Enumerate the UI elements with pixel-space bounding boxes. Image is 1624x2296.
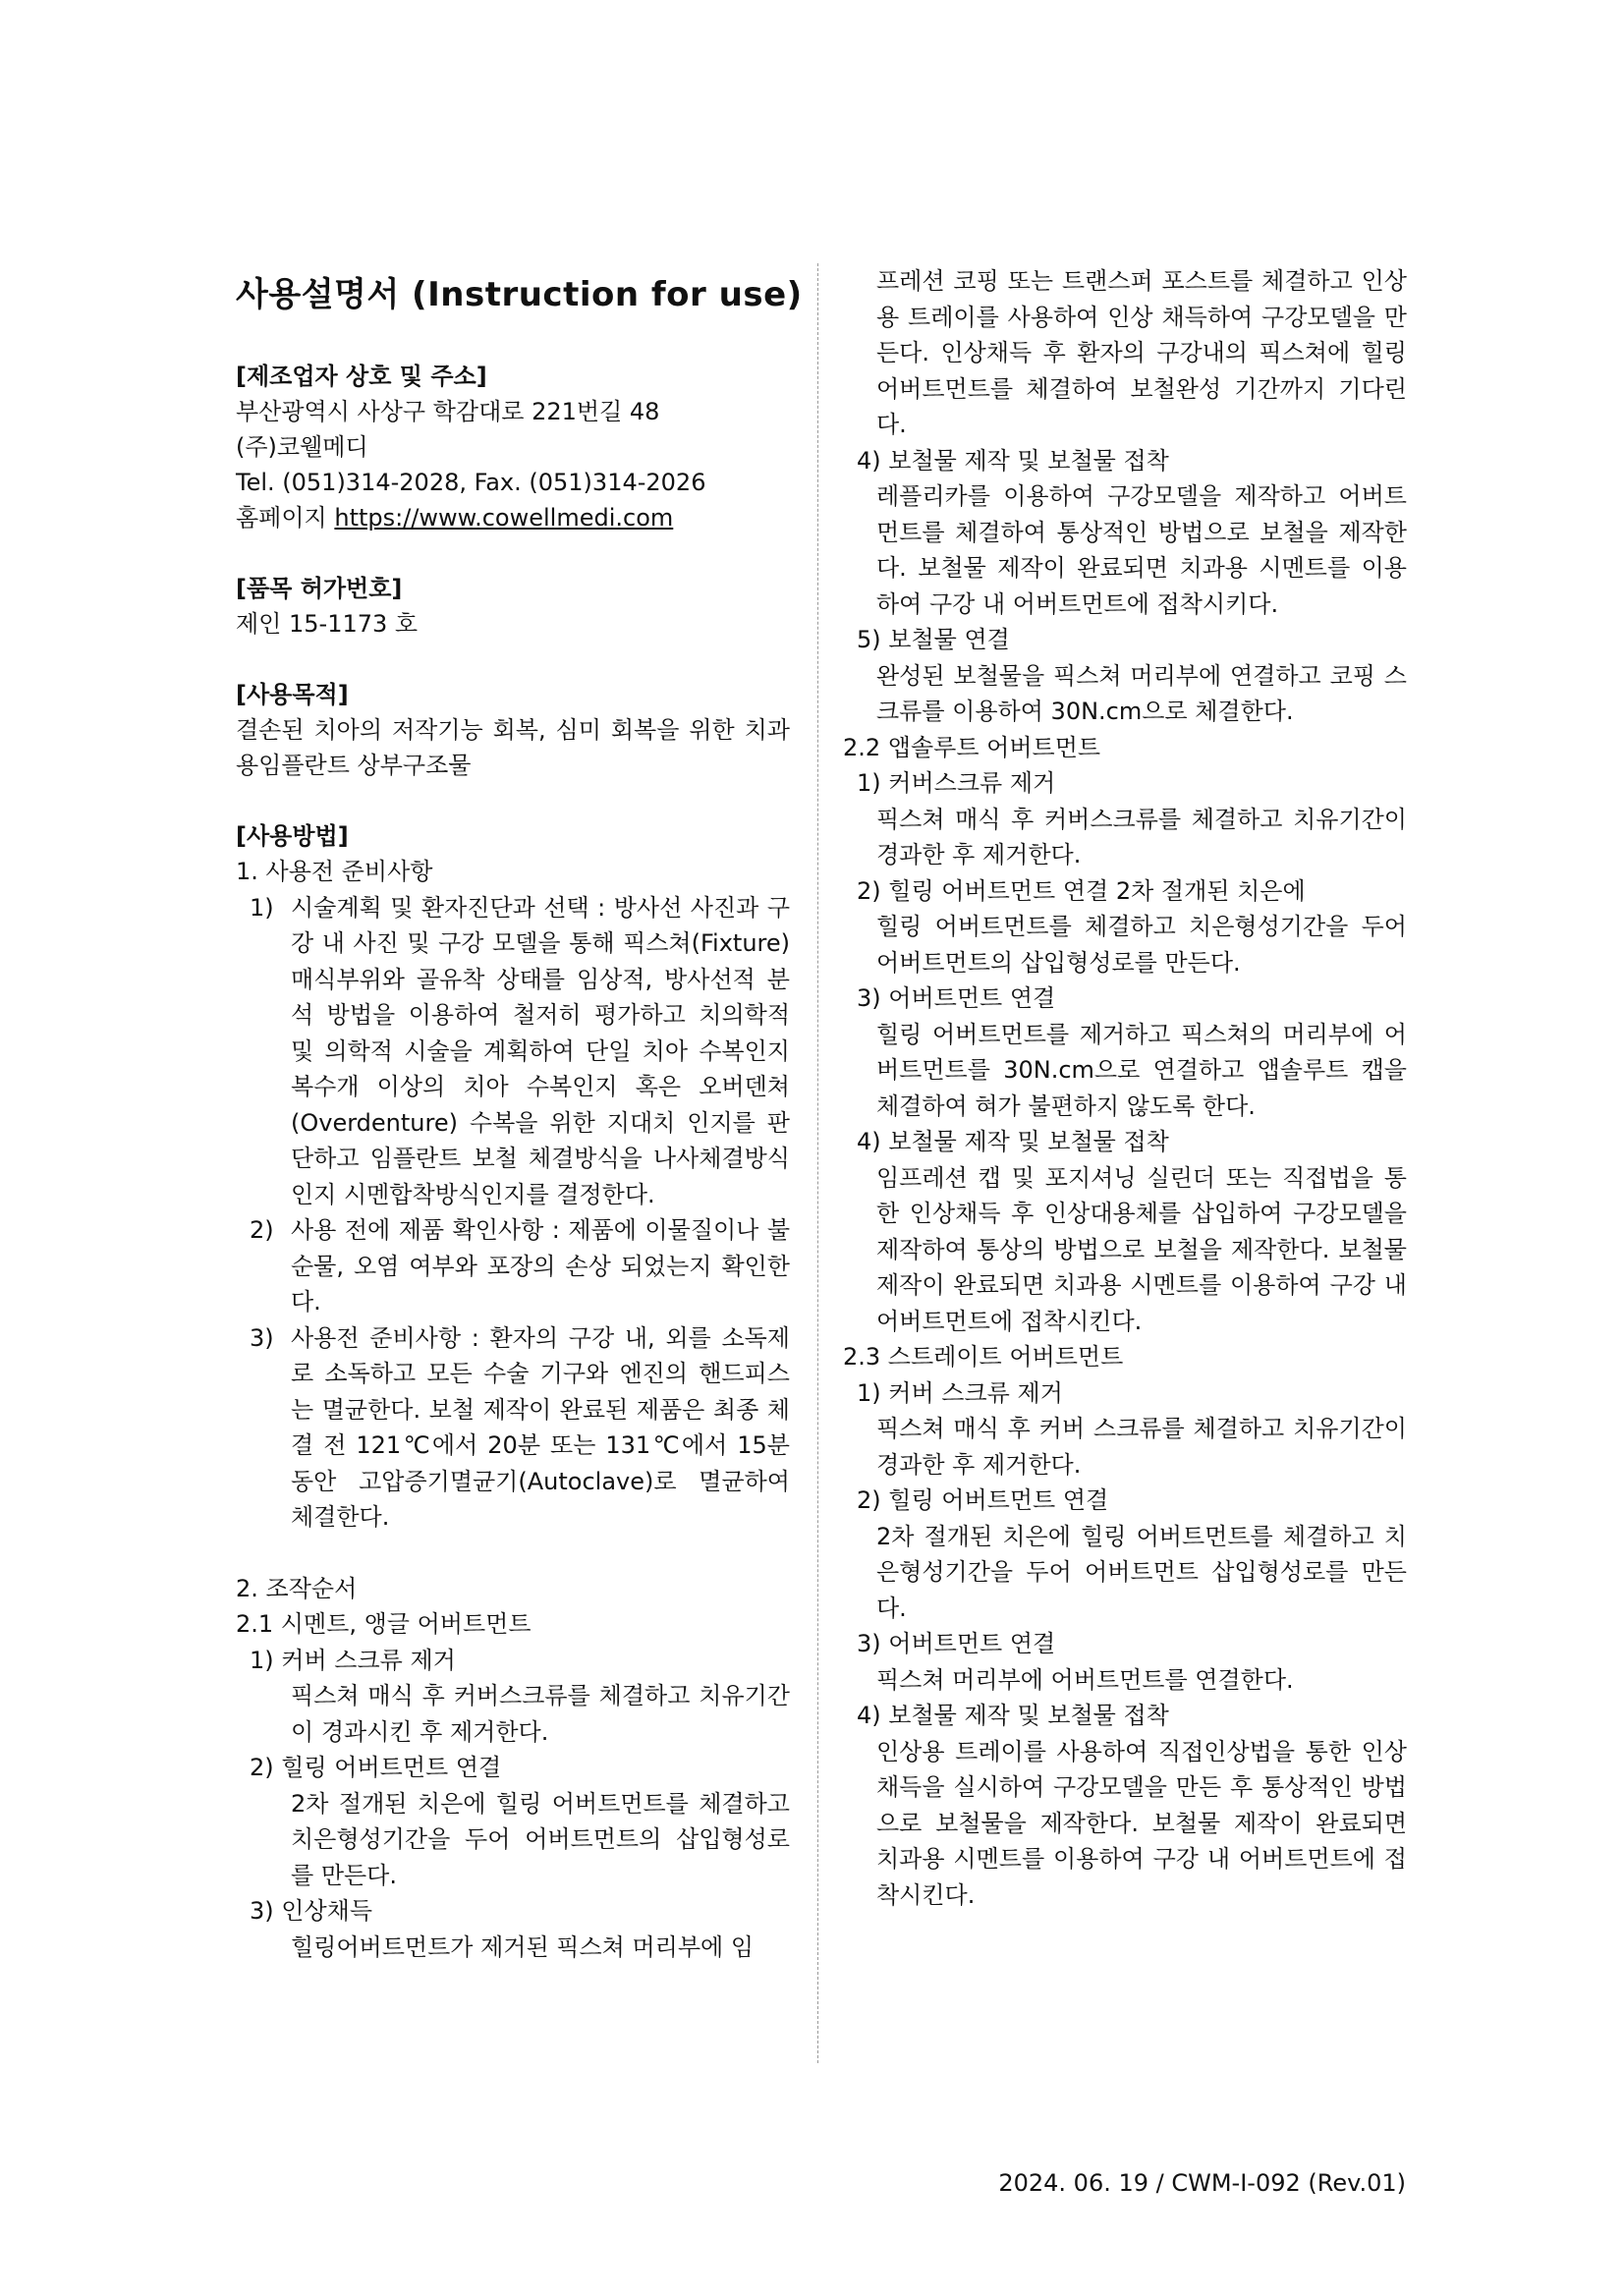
step-text: 2차 절개된 치은에 힐링 어버트먼트를 체결하고 치은형성기간을 두어 어버트먼트의 삽입형성로를 만든다.	[291, 1789, 790, 1889]
step-heading: 1) 커버 스크류 제거	[857, 1378, 1063, 1407]
section21-title: 2.1 시멘트, 앵글 어버트먼트	[236, 1610, 532, 1638]
purpose-heading: [사용목적]	[236, 681, 349, 708]
step-heading: 2) 힐링 어버트먼트 연결	[857, 1486, 1109, 1514]
permit-heading: [품목 허가번호]	[236, 575, 403, 602]
column-divider	[817, 263, 818, 2063]
step-text: 힐링어버트먼트가 제거된 픽스쳐 머리부에 임	[291, 1932, 755, 1961]
step-heading: 4) 보철물 제작 및 보철물 접착	[857, 1128, 1169, 1155]
document-title: 사용설명서 (Instruction for use)	[236, 275, 803, 314]
step-text: 힐링 어버트먼트를 제거하고 픽스쳐의 머리부에 어버트먼트를 30N.cm으로 연결하고 앱솔루트 캡을 체결하여 혀가 불편하지 않도록 한다.	[876, 1020, 1407, 1120]
list-item	[236, 890, 790, 1213]
item-number: 3)	[250, 1323, 274, 1352]
step-heading: 4) 보철물 제작 및 보철물 접착	[857, 446, 1169, 475]
permit-number: 제인 15-1173 호	[236, 610, 419, 638]
manufacturer-heading: [제조업자 상호 및 주소]	[236, 363, 487, 390]
step-text: 픽스쳐 매식 후 커버스크류를 체결하고 치유기간이 경과한 후 제거한다.	[876, 805, 1407, 868]
item-text: 사용 전에 제품 확인사항 : 제품에 이물질이나 불순물, 오염 여부와 포장의 손상 되었는지 확인한다.	[291, 1216, 790, 1316]
step-text-continued: 프레션 코핑 또는 트랜스퍼 포스트를 체결하고 인상용 트레이를 사용하여 인상 채득하여 구강모델을 만든다. 인상채득 후 환자의 구강내의 픽스쳐에 힐링 어버트먼트를 체결하여 보철완성 기간까지 기다린다.	[876, 267, 1407, 438]
step-text: 인상용 트레이를 사용하여 직접인상법을 통한 인상채득을 실시하여 구강모델을 만든 후 통상적인 방법으로 보철물을 제작한다. 보철물 제작이 완료되면 치과용 시멘트를 이용하여 구강 내 어버트먼트에 접착시킨다.	[876, 1737, 1407, 1909]
step-heading: 3) 인상채득	[250, 1897, 373, 1925]
step-heading: 2) 힐링 어버트먼트 연결 2차 절개된 치은에	[857, 876, 1306, 905]
usage-heading: [사용방법]	[236, 822, 349, 850]
item-number: 1)	[250, 893, 274, 922]
step-heading: 3) 어버트먼트 연결	[857, 1630, 1056, 1657]
step-heading: 5) 보철물 연결	[857, 626, 1010, 653]
item-text: 시술계획 및 환자진단과 선택 : 방사선 사진과 구강 내 사진 및 구강 모델을 통해 픽스쳐(Fixture) 매식부위와 골유착 상태를 임상적, 방사선적 분석 방법을 이용하여 철저히 평가하고 치의학적 및 의학적 시술을 계획하여 단일 치아 수복인지 복수개 이상의 치아 수복인지 혹은 오버덴쳐(Overdenture) 수복을 위한 지대치 인지를 판단하고 임플란트 보철 체결방식을 나사체결방식인지 시멘합착방식인지를 결정한다.	[291, 893, 790, 1208]
step-text: 픽스쳐 매식 후 커버스크류를 체결하고 치유기간이 경과시킨 후 제거한다.	[291, 1682, 790, 1746]
step-heading: 1) 커버 스크류 제거	[250, 1646, 456, 1674]
item-number: 2)	[250, 1216, 274, 1244]
homepage-label: 홈페이지	[236, 504, 327, 532]
manufacturer-address: 부산광역시 사상구 학감대로 221번길 48	[236, 398, 660, 425]
step-heading: 4) 보철물 제작 및 보철물 접착	[857, 1702, 1169, 1729]
step-text: 레플리카를 이용하여 구강모델을 제작하고 어버트먼트를 체결하여 통상적인 방법으로 보철을 제작한다. 보철물 제작이 완료되면 치과용 시멘트를 이용하여 구강 내 어버트먼트에 접착시키다.	[876, 482, 1407, 618]
step-text: 완성된 보철물을 픽스쳐 머리부에 연결하고 코핑 스크류를 이용하여 30N.cm으로 체결한다.	[876, 661, 1407, 725]
right-column	[843, 263, 1407, 1913]
section1-title: 1. 사용전 준비사항	[236, 858, 433, 885]
step-text: 2차 절개된 치은에 힐링 어버트먼트를 체결하고 치은형성기간을 두어 어버트먼트 삽입형성로를 만든다.	[876, 1522, 1407, 1622]
list-item	[236, 1212, 790, 1320]
step-heading: 2) 힐링 어버트먼트 연결	[250, 1754, 502, 1781]
item-text: 사용전 준비사항 : 환자의 구강 내, 외를 소독제로 소독하고 모든 수술 기구와 엔진의 핸드피스는 멸균한다. 보철 제작이 완료된 제품은 최종 체결 전 121℃에서 20분 또는 131℃에서 15분 동안 고압증기멸균기(Autoclave)로 멸균하여 체결한다.	[291, 1323, 790, 1531]
document-footer: 2024. 06. 19 / CWM-I-092 (Rev.01)	[998, 2169, 1406, 2197]
step-text: 힐링 어버트먼트를 체결하고 치은형성기간을 두어 어버트먼트의 삽입형성로를 만든다.	[876, 913, 1407, 977]
left-column	[236, 263, 803, 1965]
step-text: 픽스쳐 매식 후 커버 스크류를 체결하고 치유기간이 경과한 후 제거한다.	[876, 1415, 1407, 1479]
purpose-text: 결손된 치아의 저작기능 회복, 심미 회복을 위한 치과용임플란트 상부구조물	[236, 716, 790, 779]
section2-title: 2. 조작순서	[236, 1574, 358, 1602]
manufacturer-company: (주)코웰메디	[236, 433, 368, 461]
homepage-link[interactable]: https://www.cowellmedi.com	[334, 504, 674, 532]
step-heading: 3) 어버트먼트 연결	[857, 984, 1056, 1012]
manufacturer-contact: Tel. (051)314-2028, Fax. (051)314-2026	[236, 469, 706, 496]
list-item	[236, 1320, 790, 1536]
step-text: 픽스쳐 머리부에 어버트먼트를 연결한다.	[876, 1665, 1294, 1694]
step-heading: 1) 커버스크류 제거	[857, 769, 1056, 797]
step-text: 임프레션 캡 및 포지셔닝 실린더 또는 직접법을 통한 인상채득 후 인상대용체를 삽입하여 구강모델을 제작하여 통상의 방법으로 보철을 제작한다. 보철물 제작이 완료되면 치과용 시멘트를 이용하여 구강 내 어버트먼트에 접착시킨다.	[876, 1163, 1407, 1335]
section23-title: 2.3 스트레이트 어버트먼트	[843, 1343, 1124, 1371]
homepage-line	[236, 500, 790, 535]
section22-title: 2.2 앱솔루트 어버트먼트	[843, 733, 1101, 761]
